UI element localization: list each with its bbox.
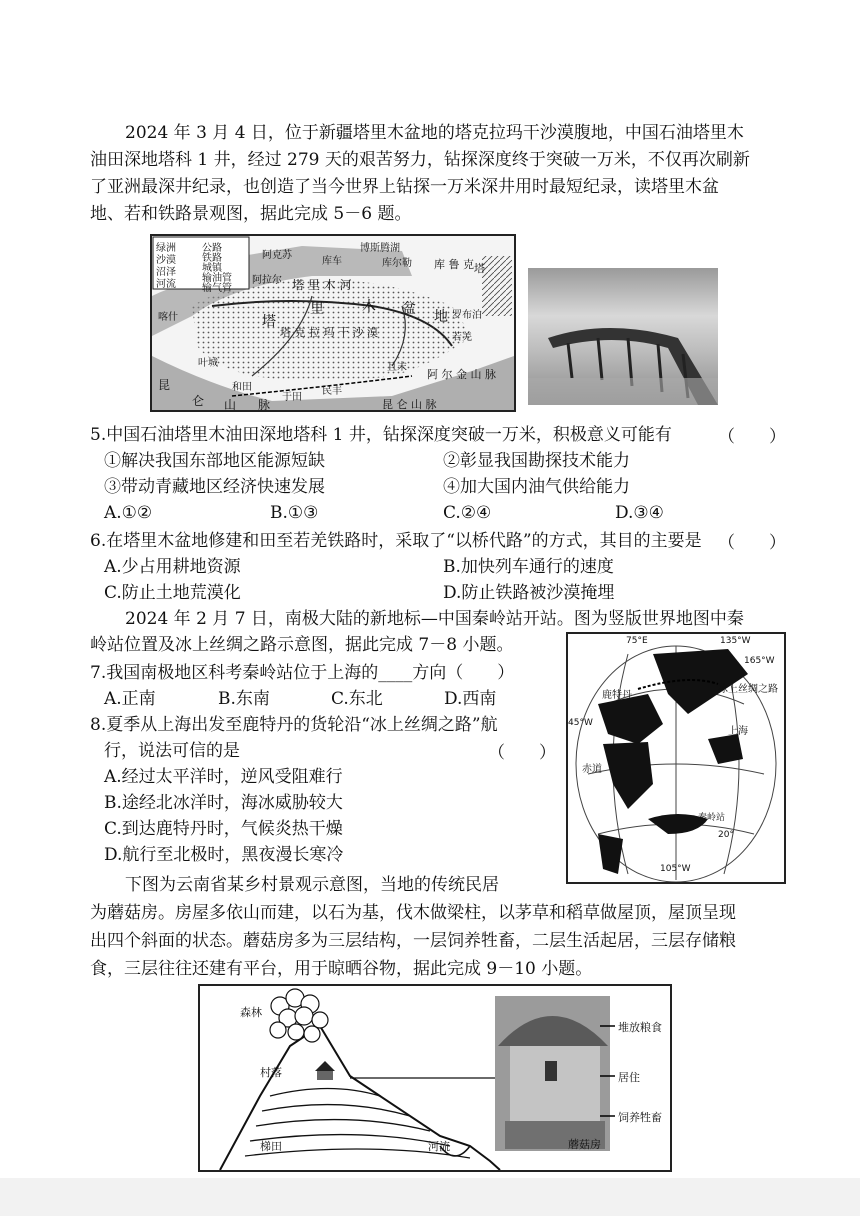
place-bosten-lake: 博斯腾湖 [360, 243, 400, 254]
forest-trees [270, 989, 328, 1042]
legend-swamp: 沼泽 [156, 267, 176, 278]
intro3-line2: 为蘑菇房。房屋多依山而建，以石为基，伐木做梁柱，以茅草和稻草做屋顶，屋顶呈现 [90, 903, 736, 923]
place-ruoqiang: 若羌 [452, 332, 472, 343]
village-house [317, 1071, 333, 1080]
label-living: 居住 [618, 1071, 640, 1084]
q8-stem-line1: 8.夏季从上海出发至鹿特丹的货轮沿“冰上丝绸之路”航 [90, 715, 498, 735]
place-kunlun: 昆 仑 山 脉 [382, 398, 437, 411]
vertical-world-map [566, 632, 786, 884]
q5-answer-blank: （ ） [718, 427, 786, 447]
q8-option-b[interactable]: B.途经北冰洋时，海冰威胁较大 [104, 793, 343, 813]
label-20deg: 20° [718, 830, 734, 840]
label-mushroom-house: 蘑菇房 [568, 1138, 601, 1151]
q5-option-d[interactable]: D.③④ [615, 503, 664, 523]
intro1-line1: 2024 年 3 月 4 日，位于新疆塔里木盆地的塔克拉玛干沙漠腹地，中国石油塔里木 [125, 123, 744, 143]
basin-ta: 塔 [262, 314, 276, 330]
q8-option-d[interactable]: D.航行至北极时，黑夜漫长寒冷 [104, 845, 344, 865]
intro3-line1: 下图为云南省某乡村景观示意图，当地的传统民居 [125, 875, 499, 895]
legend-oil-pipe: 输油管 [202, 273, 232, 284]
place-yutian: 于田 [282, 392, 302, 403]
railway-bridge-photo [528, 268, 718, 405]
basin-li: 里 [310, 301, 324, 317]
q6-answer-blank: （ ） [718, 533, 786, 553]
legend-town: 城镇 [202, 263, 222, 274]
place-hotan: 和田 [232, 382, 252, 393]
q5-item-1: ①解决我国东部地区能源短缺 [104, 451, 325, 471]
intro3-line4: 食，三层往往还建有平台，用于晾晒谷物，据此完成 9－10 小题。 [90, 959, 593, 979]
legend-gas-pipe: 输气管 [202, 283, 232, 294]
legend-oasis: 绿洲 [156, 243, 176, 254]
south-america-shape [598, 834, 623, 874]
place-ta1: 塔 [474, 262, 485, 275]
basin-pen: 盆 [402, 301, 416, 317]
label-equator: 赤道 [582, 764, 602, 775]
label-terraced-field: 梯田 [260, 1140, 282, 1153]
q8-answer-blank: （ ） [488, 743, 556, 763]
legend-river: 河流 [156, 279, 176, 290]
q5-item-4: ④加大国内油气供给能力 [443, 477, 630, 497]
q6-option-c[interactable]: C.防止土地荒漠化 [104, 583, 241, 603]
q6-option-b[interactable]: B.加快列车通行的速度 [443, 557, 614, 577]
q7-option-a[interactable]: A.正南 [104, 689, 156, 709]
place-tarim-river: 塔 里 木 河 [292, 278, 352, 292]
q5-option-a[interactable]: A.①② [104, 503, 153, 523]
q7-option-b[interactable]: B.东南 [218, 689, 270, 709]
label-rotterdam: 鹿特丹 [602, 690, 632, 701]
place-aksu: 阿克苏 [262, 250, 292, 261]
label-165w: 165°W [744, 656, 775, 666]
label-livestock: 饲养牲畜 [618, 1111, 662, 1124]
label-105w: 105°W [660, 864, 691, 874]
intro1-line2: 油田深地塔科 1 井，经过 279 天的艰苦努力，钻探深度终于突破一万米，不仅再次刷新 [90, 150, 750, 170]
place-minfeng: 民丰 [322, 386, 342, 397]
bottom-bar [0, 1178, 860, 1216]
q5-item-3: ③带动青藏地区经济快速发展 [104, 477, 325, 497]
q6-stem: 6.在塔里木盆地修建和田至若羌铁路时，采取了“以桥代路”的方式，其目的主要是 [90, 531, 702, 551]
q7-option-c[interactable]: C.东北 [331, 689, 383, 709]
place-korla: 库尔勒 [382, 258, 412, 269]
tarim-basin-map [150, 234, 516, 412]
place-altun: 阿 尔 金 山 脉 [427, 368, 496, 381]
label-45w: 45°W [568, 718, 593, 728]
label-qinling-station: 秦岭站 [698, 813, 726, 823]
label-shanghai: 上海 [728, 726, 748, 737]
q5-item-2: ②彰显我国勘探技术能力 [443, 451, 630, 471]
legend-road: 公路 [202, 243, 222, 254]
place-kuruk: 库 鲁 克 [434, 258, 474, 271]
place-lun1: 仑 [192, 394, 205, 408]
label-forest: 森林 [240, 1006, 262, 1019]
place-yecheng: 叶城 [198, 358, 218, 369]
legend-desert: 沙漠 [156, 255, 176, 266]
q8-option-c[interactable]: C.到达鹿特丹时，气候炎热干燥 [104, 819, 343, 839]
label-river: 河流 [428, 1140, 450, 1153]
intro1-line4: 地、若和铁路景观图，据此完成 5－6 题。 [90, 204, 412, 224]
place-kuqa: 库车 [322, 256, 342, 267]
intro2-line1: 2024 年 2 月 7 日，南极大陆的新地标—中国秦岭站开站。图为竖版世界地图中秦 [125, 609, 744, 629]
basin-mu: 木 [362, 299, 376, 315]
intro2-line2: 岭站位置及冰上丝绸之路示意图，据此完成 7－8 小题。 [90, 635, 514, 655]
basin-di: 地 [434, 309, 448, 325]
place-kashgar: 喀什 [158, 312, 178, 323]
q6-option-a[interactable]: A.少占用耕地资源 [104, 557, 241, 577]
q6-option-d[interactable]: D.防止铁路被沙漠掩埋 [443, 583, 615, 603]
place-taklamakan: 塔 克 拉 玛 干 沙 漠 [280, 326, 378, 339]
place-lop-nur: 罗布泊 [452, 310, 482, 321]
intro3-line3: 出四个斜面的状态。蘑菇房多为三层结构，一层饲养牲畜，二层生活起居，三层存储粮 [90, 931, 736, 951]
q5-option-b[interactable]: B.①③ [270, 503, 319, 523]
label-135w: 135°W [720, 636, 751, 646]
europe-shape [598, 694, 663, 744]
place-aral: 阿拉尔 [252, 275, 282, 286]
q8-option-a[interactable]: A.经过太平洋时，逆风受阻难行 [104, 767, 343, 787]
q7-stem: 7.我国南极地区科考秦岭站位于上海的____方向（ ） [90, 663, 515, 683]
q5-option-c[interactable]: C.②④ [443, 503, 492, 523]
q8-stem-line2: 行，说法可信的是 [104, 741, 240, 761]
label-grain-storage: 堆放粮食 [618, 1021, 662, 1034]
q5-stem: 5.中国石油塔里木油田深地塔科 1 井，钻探深度突破一万米，积极意义可能有 [90, 425, 672, 445]
place-kun1: 昆 [158, 378, 171, 392]
yunnan-village-figure [198, 984, 672, 1172]
australia-shape [708, 734, 743, 764]
legend-railway: 铁路 [202, 253, 222, 264]
place-shan1: 山 [224, 398, 237, 412]
label-ice-silk-road: 冰上丝绸之路 [718, 684, 778, 695]
africa-shape [603, 742, 653, 809]
q7-option-d[interactable]: D.西南 [444, 689, 497, 709]
label-75e: 75°E [626, 636, 648, 646]
label-village: 村落 [260, 1066, 282, 1079]
place-qiemo: 且末 [387, 362, 407, 373]
place-mai1: 脉 [258, 398, 271, 412]
intro1-line3: 了亚洲最深井纪录，也创造了当今世界上钻探一万米深井用时最短纪录，读塔里木盆 [90, 177, 719, 197]
